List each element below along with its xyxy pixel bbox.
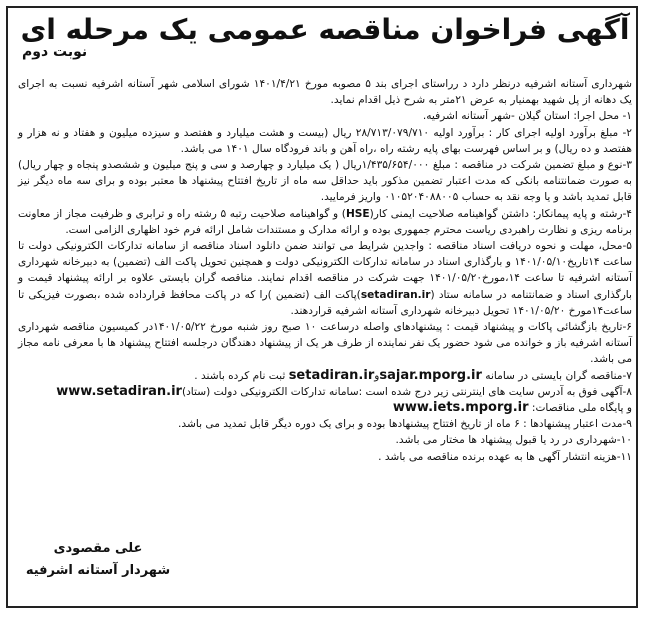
item-1: ۱- محل اجرا: استان گیلان -شهر آستانه اشرفیه. [422, 110, 632, 123]
item-7-text-b: ثبت نام کرده باشند . [194, 369, 289, 382]
item-2: ۲- مبلغ برآورد اولیه اجرای کار : برآورد اولیه ۲۸/۷۱۳/۰۷۹/۷۱۰ ریال (بیست و هشت میلیارد و هفتصد و سیزده میلیون و هفتاد و نه هزار و هفتصد و ده ریال) و بر اساس فهرست بهای پایه رشته راه ،راه آهن و باند فرودگاه سال ۱۴۰۱ می باشد. [18, 126, 632, 155]
item-4-text-a: ۴-رشته و پایه پیمانکار: داشتن گواهینامه صلاحیت ایمنی کار( [369, 207, 632, 220]
iets-link: www.iets.mporg.ir [392, 400, 529, 416]
item-7-text-a: ۷-مناقصه گران بایستی در سامانه [481, 369, 632, 382]
intro-paragraph: شهرداری آستانه اشرفیه درنظر دارد د رراستای اجرای بند ۵ مصوبه مورخ ۱۴۰۱/۴/۲۱ شورای اسلامی شهر آستانه اشرفیه نسبت به اجرای یک دهانه از پل شهید بهمنیار به عرض ۲۱متر به شرح ذیل اقدام نماید. [18, 78, 632, 107]
item-7-conj: و [374, 369, 380, 382]
item-5 [18, 238, 632, 319]
sajar-link: sajar.mporg.ir [379, 367, 482, 383]
signer-role: شهردار آستانه اشرفیه [25, 563, 171, 578]
item-5-text-b: )پاکت الف (تضمین )را که در پاکت محافظ قرارداده شده ،بصورت فیزیکی تا ساعت۱۴مورخ ۱۴۰۱/۰۵/۲۰ تحویل دبیرخانه شهرداری آستانه اشرفیه قراردهند. [18, 288, 632, 317]
item-8-text-mid: و پایگاه ملی مناقصات: [531, 402, 632, 415]
setadiran-link-2: setadiran.ir [288, 367, 375, 383]
item-7 [18, 368, 632, 384]
notice-title: آگهی فراخوان مناقصه عمومی یک مرحله ای [20, 13, 630, 46]
setadiran-link: setadiran.ir [360, 288, 431, 301]
item-10: ۱۰-شهرداری در رد یا قبول پیشنهاد ها مختار می باشد. [395, 434, 632, 447]
item-8 [18, 384, 632, 416]
signature-block [18, 538, 178, 582]
item-11: ۱۱-هزینه انتشار آگهی ها به عهده برنده مناقصه می باشد . [378, 450, 632, 463]
item-6: ۶-تاریخ بازگشائی پاکات و پیشنهاد قیمت : پیشنهادهای واصله درساعت ۱۰ صبح روز شنبه مورخ ۱۴۰۱/۰۵/۲۲در کمیسیون مناقصه شهرداری آستانه اشرفیه باز و خوانده می شود حضور یک نفر نماینده از طرف هر یک از پیشنهاد دهندگان درجلسه افتتاح پیشنهاد ها با معرفی نامه مجاز می باشد. [18, 321, 632, 366]
publication-round: نوبت دوم [22, 44, 88, 60]
item-4-text-b: ) و گواهینامه صلاحیت رتبه ۵ رشته راه و ترابری و ظرفیت مجاز از معاونت برنامه ریزی و نظارت راهبردی ریاست محترم جمهوری بوده و ارائه مدارک و مستندات شامل ارائه فرم خود اظهاری الزامی است. [18, 207, 632, 236]
signer-name: علی مقصودی [53, 541, 143, 556]
item-8-text-a: ۸-آگهی فوق به آدرس سایت های اینترنتی زیر درج شده است :سامانه تدارکات الکترونیکی دولت (ستاد) [181, 385, 632, 398]
setadiran-www-link: www.setadiran.ir [56, 383, 182, 399]
item-3: ۳-نوع و مبلغ تضمین شرکت در مناقصه : مبلغ ۱/۴۳۵/۶۵۴/۰۰۰ریال ( یک میلیارد و چهارصد و سی و پنج میلیون و ششصدو پنجاه و چهار ریال) به صورت ضمانتنامه بانکی که مدت اعتبار تضمین مذکور باید حداقل سه ماه از تاریخ افتتاح پیشنهاد ها معتبر بوده و برای سه ماه دیگر نیز قابل تمدید باشد و یا وجه نقد به حساب ۰۱۰۵۲۰۴۰۸۸۰۰۵ واریز فرمایید. [18, 159, 632, 204]
item-5-text-a: ۵-محل، مهلت و نحوه دریافت اسناد مناقصه : واجدین شرایط می توانند ضمن دانلود اسناد مناقصه از سامانه تدارکات الکترونیکی دولت تا ساعت ۱۴تاریخ۱۴۰۱/۰۵/۱۰ و بارگذاری اسناد در سامانه تدارکات الکترونیکی دولت و همچنین تحویل پاکت الف (تضمین) به دبیرخانه شهرداری آستانه اشرفیه تا ساعت ۱۴،مورخ۱۴۰۱/۰۵/۲۰ جهت شرکت در مناقصه اقدام نمایند. مناقصه گران بایستی علاوه بر ارائه پیشنهاد قیمت و بارگذاری اسناد و ضمانتنامه در سامانه ستاد ( [18, 240, 632, 301]
item-9: ۹-مدت اعتبار پیشنهادها : ۶ ماه از تاریخ افتتاح پیشنهادها بوده و برای یک دوره دیگر قابل تمدید می باشد. [178, 418, 632, 431]
hse-label: HSE [345, 207, 370, 220]
item-4 [18, 206, 632, 238]
notice-body [18, 76, 632, 465]
